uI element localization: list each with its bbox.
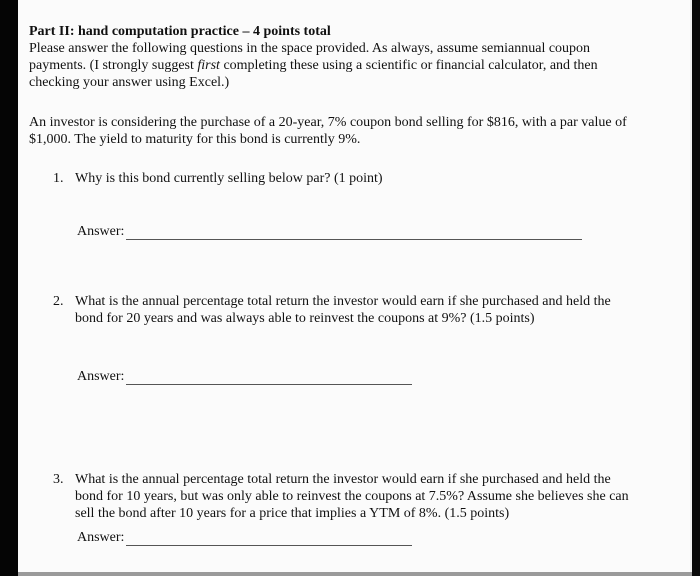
question-number: 3. xyxy=(53,472,64,487)
question-number: 2. xyxy=(53,294,64,309)
intro-italic-word: first xyxy=(197,58,220,73)
question-text: Why is this bond currently selling below par? (1 point) xyxy=(75,171,383,186)
question-text: What is the annual percentage total return the investor would earn if she purchased and held the bond for 20 years and was always able to reinvest the coupons at 9%? (1.5 points) xyxy=(75,294,611,326)
question-3 xyxy=(29,471,635,522)
section-heading: Part II: hand computation practice – 4 points total xyxy=(29,24,331,39)
question-number: 1. xyxy=(53,171,64,186)
right-edge-bar xyxy=(692,0,700,576)
bottom-edge-rule xyxy=(18,572,692,576)
answer-input-line[interactable] xyxy=(126,227,582,240)
scenario-block xyxy=(29,114,629,148)
answer-label: Answer: xyxy=(77,369,125,384)
intro-text-end: completing these using a scientific or financial calculator, and then checking your answer using Excel.) xyxy=(29,58,598,90)
answer-label: Answer: xyxy=(77,224,125,239)
answer-label: Answer: xyxy=(77,530,125,545)
scenario-paragraph: An investor is considering the purchase of a 20-year, 7% coupon bond selling for $816, with a par value of $1,000. The yield to maturity for this bond is currently 9%. xyxy=(29,115,627,147)
document-content xyxy=(29,23,629,91)
intro-paragraph xyxy=(29,40,629,91)
question-2 xyxy=(29,293,635,327)
answer-input-line[interactable] xyxy=(126,372,412,385)
intro-text-start: Please answer the following questions in the space provided. As always, assume semiannual coupon payments. (I strongly suggest xyxy=(29,41,591,73)
answer-input-line[interactable] xyxy=(126,533,412,546)
question-1 xyxy=(29,170,635,187)
question-text: What is the annual percentage total return the investor would earn if she purchased and held the bond for 10 years, but was only able to reinvest the coupons at 7.5%? Assume she believes she can sell the bond after 10 years for a price that implies a YTM of 8%. (1.5 points) xyxy=(75,472,629,521)
left-edge-bar xyxy=(0,0,18,576)
